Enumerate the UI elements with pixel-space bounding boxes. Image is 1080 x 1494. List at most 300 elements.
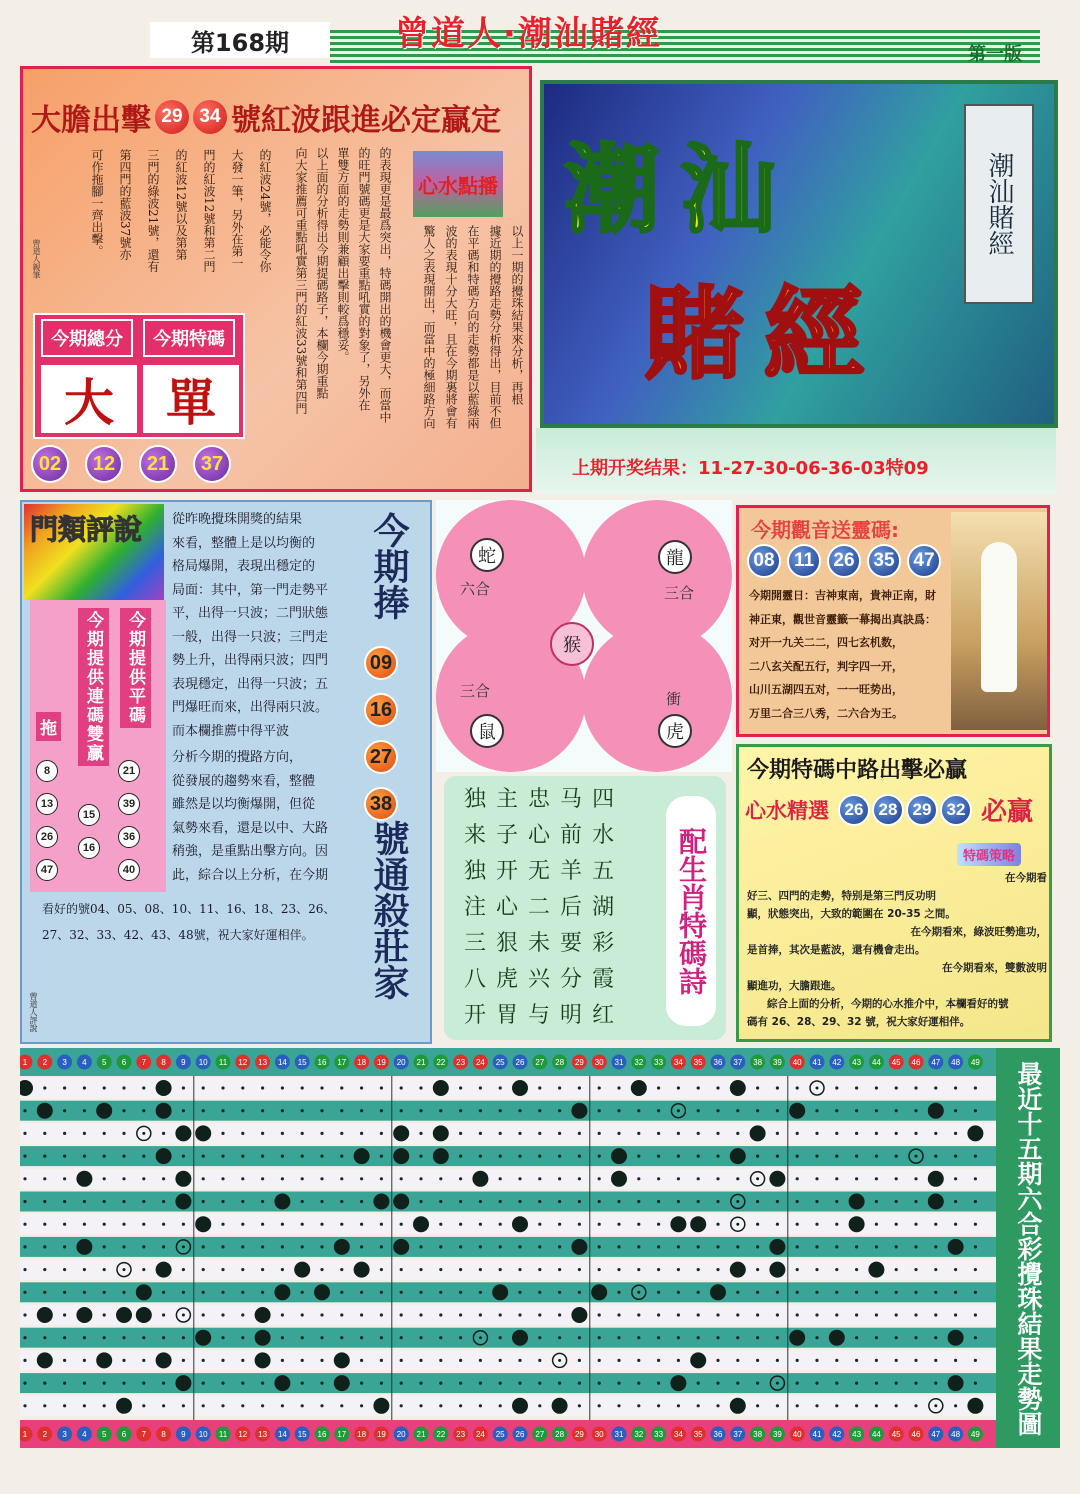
grid-dot <box>221 1200 224 1203</box>
footer-number: 17 <box>337 1430 347 1439</box>
text-line: 分析今期的攪路方向， <box>172 750 303 765</box>
grid-dot <box>855 1336 858 1339</box>
grid-dot <box>677 1200 680 1203</box>
grid-dot <box>320 1177 323 1180</box>
paper-title: 曾道人·潮汕賭經 <box>395 14 662 54</box>
drawn-ball <box>255 1330 271 1346</box>
header-number: 22 <box>436 1058 446 1067</box>
grid-dot <box>558 1313 561 1316</box>
poem-char: 彩 <box>592 931 615 956</box>
drawn-ball <box>334 1375 350 1391</box>
grid-dot <box>974 1336 977 1339</box>
grid-dot <box>815 1382 818 1385</box>
grid-dot <box>796 1245 799 1248</box>
grid-dot <box>400 1291 403 1294</box>
text-column: 大發一筆，另外在第一 <box>230 149 244 269</box>
grid-dot <box>261 1132 264 1135</box>
header-number: 25 <box>495 1058 505 1067</box>
grid-dot <box>221 1404 224 1407</box>
grid-dot <box>479 1268 482 1271</box>
total-label: 今期總分 <box>41 319 133 357</box>
footer-number: 48 <box>951 1430 961 1439</box>
grid-dot <box>202 1177 205 1180</box>
grid-dot <box>439 1291 442 1294</box>
grid-dot <box>162 1382 165 1385</box>
grid-dot <box>400 1404 403 1407</box>
grid-dot <box>380 1359 383 1362</box>
poem-char: 独 <box>464 787 487 812</box>
grid-dot <box>122 1245 125 1248</box>
grid-dot <box>320 1223 323 1226</box>
grid-dot <box>974 1223 977 1226</box>
grid-dot <box>914 1132 917 1135</box>
grid-dot <box>835 1177 838 1180</box>
footer-number: 12 <box>238 1430 248 1439</box>
grid-dot <box>934 1132 937 1135</box>
grid-dot <box>558 1245 561 1248</box>
grid-dot <box>23 1155 26 1158</box>
header-number: 42 <box>832 1058 842 1067</box>
zodiac-snake: 蛇 <box>470 538 504 572</box>
grid-dot <box>360 1223 363 1226</box>
logo-scroll: 潮汕賭經 <box>964 104 1034 304</box>
row-stripe <box>20 1328 996 1348</box>
grid-dot <box>835 1200 838 1203</box>
grid-dot <box>340 1177 343 1180</box>
drawn-ball <box>96 1103 112 1119</box>
grid-dot <box>716 1336 719 1339</box>
grid-dot <box>756 1155 759 1158</box>
zodiac-monkey: 猴 <box>550 622 594 666</box>
poem-char: 前 <box>560 823 583 848</box>
drawn-ball <box>472 1171 488 1187</box>
poem-char: 胃 <box>496 1003 519 1028</box>
grid-dot <box>459 1132 462 1135</box>
header-number: 24 <box>475 1058 485 1067</box>
grid-dot <box>182 1404 185 1407</box>
grid-dot <box>23 1359 26 1362</box>
grid-dot <box>756 1223 759 1226</box>
petal <box>582 622 732 772</box>
drawn-ball <box>512 1330 528 1346</box>
grid-dot <box>578 1404 581 1407</box>
grid-dot <box>142 1245 145 1248</box>
grid-dot <box>320 1336 323 1339</box>
grid-dot <box>23 1245 26 1248</box>
header-number: 47 <box>931 1058 941 1067</box>
text-column: 以上一期的攪珠結果來分析，再根 <box>510 225 524 405</box>
grid-dot <box>301 1177 304 1180</box>
grid-dot <box>320 1382 323 1385</box>
grid-dot <box>875 1359 878 1362</box>
grid-dot <box>796 1313 799 1316</box>
grid-dot <box>716 1382 719 1385</box>
grid-dot <box>835 1245 838 1248</box>
grid-dot <box>479 1291 482 1294</box>
grid-dot <box>241 1223 244 1226</box>
grid-dot <box>43 1086 46 1089</box>
grid-dot <box>697 1086 700 1089</box>
header-number: 49 <box>970 1058 980 1067</box>
grid-dot <box>380 1086 383 1089</box>
header-number: 11 <box>218 1058 228 1067</box>
footer-number: 33 <box>654 1430 664 1439</box>
grid-dot <box>736 1291 739 1294</box>
guanyin-ball: 11 <box>787 544 821 578</box>
grid-dot <box>103 1291 106 1294</box>
text-column: 向大家推薦可重點吼實第三門的紅波33號和第四門 <box>294 147 308 415</box>
guanyin-title: 今期觀音送靈碼: <box>751 518 899 542</box>
drawn-ball <box>730 1262 746 1278</box>
grid-dot <box>677 1155 680 1158</box>
headline-ball: 29 <box>155 100 189 134</box>
header-number: 7 <box>141 1058 147 1067</box>
grid-dot <box>934 1382 937 1385</box>
grid-dot <box>875 1223 878 1226</box>
grid-dot <box>914 1245 917 1248</box>
grid-dot <box>598 1155 601 1158</box>
text-line: 而本欄推薦中得平波 <box>172 723 290 739</box>
grid-dot <box>380 1313 383 1316</box>
grid-dot <box>974 1086 977 1089</box>
header-number: 28 <box>555 1058 565 1067</box>
grid-dot <box>657 1336 660 1339</box>
drawn-ball <box>96 1352 112 1368</box>
poem-title: 配生肖特碼詩 <box>666 796 716 1026</box>
grid-dot <box>518 1382 521 1385</box>
footer-number: 6 <box>121 1430 127 1439</box>
grid-dot <box>162 1223 165 1226</box>
footer-number: 13 <box>258 1430 268 1439</box>
grid-dot <box>598 1245 601 1248</box>
grid-dot <box>716 1200 719 1203</box>
grid-dot <box>815 1109 818 1112</box>
grid-dot <box>776 1313 779 1316</box>
grid-dot <box>518 1109 521 1112</box>
grid-dot <box>776 1223 779 1226</box>
drawn-ball <box>195 1216 211 1232</box>
grid-dot <box>43 1336 46 1339</box>
grid-dot <box>83 1155 86 1158</box>
grid-dot <box>637 1177 640 1180</box>
grid-dot <box>83 1223 86 1226</box>
pick-ball: 39 <box>118 793 140 815</box>
text-line: 雖然是以均衡爆開，但從 <box>172 797 316 812</box>
grid-dot <box>578 1086 581 1089</box>
grid-dot <box>261 1291 264 1294</box>
grid-dot <box>598 1313 601 1316</box>
grid-dot <box>538 1155 541 1158</box>
grid-dot <box>578 1382 581 1385</box>
grid-dot <box>23 1404 26 1407</box>
grid-dot <box>518 1313 521 1316</box>
analysis-line: 在今期看 <box>1005 872 1047 884</box>
grid-dot <box>697 1291 700 1294</box>
grid-dot <box>63 1404 66 1407</box>
grid-dot <box>23 1109 26 1112</box>
header-number: 32 <box>634 1058 644 1067</box>
grid-dot <box>538 1313 541 1316</box>
special-pick <box>745 791 1033 828</box>
poem-char: 注 <box>464 895 487 920</box>
grid-dot <box>578 1132 581 1135</box>
grid-dot <box>320 1359 323 1362</box>
poem-char: 三 <box>464 931 487 956</box>
masthead-logo <box>540 80 1058 428</box>
grid-dot <box>815 1268 818 1271</box>
grid-dot <box>380 1132 383 1135</box>
grid-dot <box>499 1336 502 1339</box>
text-column: 門的紅波12號和第二門 <box>202 149 216 273</box>
grid-dot <box>479 1359 482 1362</box>
grid-dot <box>697 1200 700 1203</box>
drawn-ball <box>849 1194 865 1210</box>
summary-box <box>33 313 245 439</box>
grid-dot <box>835 1132 838 1135</box>
grid-dot <box>657 1086 660 1089</box>
grid-dot <box>895 1177 898 1180</box>
grid-dot <box>716 1155 719 1158</box>
drawn-ball <box>433 1125 449 1141</box>
header-number: 21 <box>416 1058 426 1067</box>
grid-dot <box>855 1359 858 1362</box>
drawn-ball <box>730 1080 746 1096</box>
grid-dot <box>202 1245 205 1248</box>
recommend-balls <box>31 445 231 483</box>
grid-dot <box>756 1200 759 1203</box>
grid-dot <box>122 1382 125 1385</box>
grid-dot <box>63 1132 66 1135</box>
grid-dot <box>697 1404 700 1407</box>
grid-dot <box>43 1200 46 1203</box>
grid-dot <box>63 1382 66 1385</box>
grid-dot <box>677 1291 680 1294</box>
grid-dot <box>697 1245 700 1248</box>
grid-dot <box>162 1177 165 1180</box>
drawn-ball <box>274 1194 290 1210</box>
drawn-ball <box>710 1284 726 1300</box>
grid-dot <box>934 1404 937 1407</box>
poem-char: 八 <box>464 967 487 992</box>
grid-dot <box>657 1404 660 1407</box>
grid-dot <box>558 1336 561 1339</box>
text-line: 看好的號04、05、08、10、11、16、18、23、26、 <box>42 902 336 916</box>
drawn-ball <box>373 1194 389 1210</box>
header-number: 3 <box>62 1058 67 1067</box>
grid-dot <box>320 1132 323 1135</box>
guanyin-ball: 26 <box>827 544 861 578</box>
grid-dot <box>301 1132 304 1135</box>
grid-dot <box>419 1359 422 1362</box>
drawn-ball <box>948 1239 964 1255</box>
grid-dot <box>281 1223 284 1226</box>
drawn-ball <box>136 1307 152 1323</box>
header-number: 13 <box>258 1058 268 1067</box>
grid-dot <box>736 1109 739 1112</box>
grid-dot <box>954 1268 957 1271</box>
drawn-ball <box>195 1125 211 1141</box>
guanyin-panel <box>736 505 1050 737</box>
grid-dot <box>479 1382 482 1385</box>
grid-dot <box>598 1223 601 1226</box>
grid-dot <box>241 1291 244 1294</box>
poem-row <box>464 926 614 962</box>
grid-dot <box>657 1200 660 1203</box>
grid-dot <box>202 1109 205 1112</box>
grid-dot <box>815 1291 818 1294</box>
header-number: 48 <box>951 1058 961 1067</box>
grid-dot <box>578 1291 581 1294</box>
grid-dot <box>499 1268 502 1271</box>
footer-number: 37 <box>733 1430 743 1439</box>
grid-dot <box>103 1336 106 1339</box>
strategy-logo: 特碼策略 <box>957 843 1021 866</box>
grid-dot <box>202 1155 205 1158</box>
grid-dot <box>776 1132 779 1135</box>
grid-dot <box>716 1245 719 1248</box>
poem-char: 四 <box>592 787 615 812</box>
grid-dot <box>479 1109 482 1112</box>
grid-dot <box>816 1087 819 1090</box>
drawn-ball <box>690 1352 706 1368</box>
text-line: 一般，出得一只波；三門走 <box>172 629 329 645</box>
pick-balls <box>364 646 398 821</box>
grid-dot <box>122 1291 125 1294</box>
pick-ball: 26 <box>36 826 58 848</box>
grid-dot <box>23 1291 26 1294</box>
grid-dot <box>914 1359 917 1362</box>
grid-dot <box>954 1223 957 1226</box>
footer-number: 10 <box>198 1430 208 1439</box>
grid-dot <box>578 1177 581 1180</box>
grid-dot <box>756 1404 759 1407</box>
grid-dot <box>598 1200 601 1203</box>
header-number: 18 <box>357 1058 367 1067</box>
analysis-line: 好三、四門的走勢，特别是第三門反功明 <box>747 890 936 902</box>
header-number: 2 <box>42 1058 48 1067</box>
grid-dot <box>538 1404 541 1407</box>
grid-dot <box>736 1132 739 1135</box>
drawn-ball <box>255 1307 271 1323</box>
grid-dot <box>63 1200 66 1203</box>
grid-dot <box>479 1313 482 1316</box>
relation-label: 六合 <box>460 580 491 598</box>
grid-dot <box>617 1291 620 1294</box>
grid-dot <box>281 1313 284 1316</box>
grid-dot <box>617 1223 620 1226</box>
poem-char: 明 <box>560 1003 583 1028</box>
footer-number: 38 <box>753 1430 763 1439</box>
text-column: 據近期的攪路走勢分析得出，目前不但 <box>488 225 502 429</box>
grid-dot <box>518 1245 521 1248</box>
grid-dot <box>518 1268 521 1271</box>
grid-dot <box>43 1382 46 1385</box>
relation-label: 三合 <box>664 584 695 602</box>
grid-dot <box>796 1382 799 1385</box>
grid-dot <box>103 1268 106 1271</box>
drawn-ball <box>334 1239 350 1255</box>
grid-dot <box>320 1313 323 1316</box>
text-line: 27、32、33、42、43、48號，祝大家好運相伴。 <box>42 928 314 942</box>
grid-dot <box>657 1155 660 1158</box>
grid-dot <box>261 1086 264 1089</box>
grid-dot <box>241 1404 244 1407</box>
drawn-ball <box>769 1171 785 1187</box>
grid-dot <box>637 1223 640 1226</box>
special-ball: 26 <box>838 794 870 826</box>
pick-column-2 <box>78 804 100 859</box>
grid-dot <box>459 1313 462 1316</box>
grid-dot <box>815 1177 818 1180</box>
footer-number: 28 <box>555 1430 565 1439</box>
grid-dot <box>756 1268 759 1271</box>
grid-dot <box>380 1291 383 1294</box>
grid-dot <box>122 1359 125 1362</box>
header-number: 5 <box>101 1058 107 1067</box>
grid-dot <box>657 1109 660 1112</box>
grid-dot <box>895 1086 898 1089</box>
drawn-ball <box>393 1194 409 1210</box>
grid-dot <box>895 1109 898 1112</box>
grid-dot <box>716 1177 719 1180</box>
grid-dot <box>657 1245 660 1248</box>
footer-number: 16 <box>317 1430 327 1439</box>
grid-dot <box>281 1268 284 1271</box>
grid-dot <box>895 1245 898 1248</box>
grid-dot <box>63 1155 66 1158</box>
footer-number: 46 <box>911 1430 921 1439</box>
grid-dot <box>301 1313 304 1316</box>
grid-dot <box>875 1086 878 1089</box>
drawn-ball <box>948 1330 964 1346</box>
guanyin-ball: 35 <box>867 544 901 578</box>
footer-number: 41 <box>812 1430 822 1439</box>
header-number: 17 <box>337 1058 347 1067</box>
grid-dot <box>796 1177 799 1180</box>
grid-dot <box>835 1359 838 1362</box>
grid-dot <box>736 1245 739 1248</box>
text-column: 單雙方面的走勢則兼顧出擊則較爲穩妥。 <box>336 147 350 363</box>
grid-dot <box>142 1200 145 1203</box>
grid-dot <box>419 1132 422 1135</box>
grid-dot <box>83 1382 86 1385</box>
grid-dot <box>162 1291 165 1294</box>
grid-dot <box>875 1404 878 1407</box>
header-number: 40 <box>792 1058 802 1067</box>
grid-dot <box>340 1313 343 1316</box>
grid-dot <box>598 1268 601 1271</box>
grid-dot <box>855 1245 858 1248</box>
grid-dot <box>895 1291 898 1294</box>
header-number: 23 <box>456 1058 466 1067</box>
grid-dot <box>241 1200 244 1203</box>
grid-dot <box>419 1404 422 1407</box>
grid-dot <box>657 1223 660 1226</box>
header-number: 37 <box>733 1058 743 1067</box>
zodiac-dragon: 龍 <box>658 540 692 574</box>
footer-number: 2 <box>42 1430 48 1439</box>
grid-dot <box>380 1223 383 1226</box>
last-draw-result: 上期开奖结果：11-27-30-06-36-03特09 <box>536 428 1056 494</box>
grid-dot <box>776 1200 779 1203</box>
drawn-ball <box>967 1398 983 1414</box>
pick-tail: 號通殺莊家 <box>368 820 410 1000</box>
grid-dot <box>419 1177 422 1180</box>
grid-dot <box>202 1382 205 1385</box>
grid-dot <box>142 1177 145 1180</box>
grid-dot <box>617 1086 620 1089</box>
footer-number: 4 <box>82 1430 87 1439</box>
